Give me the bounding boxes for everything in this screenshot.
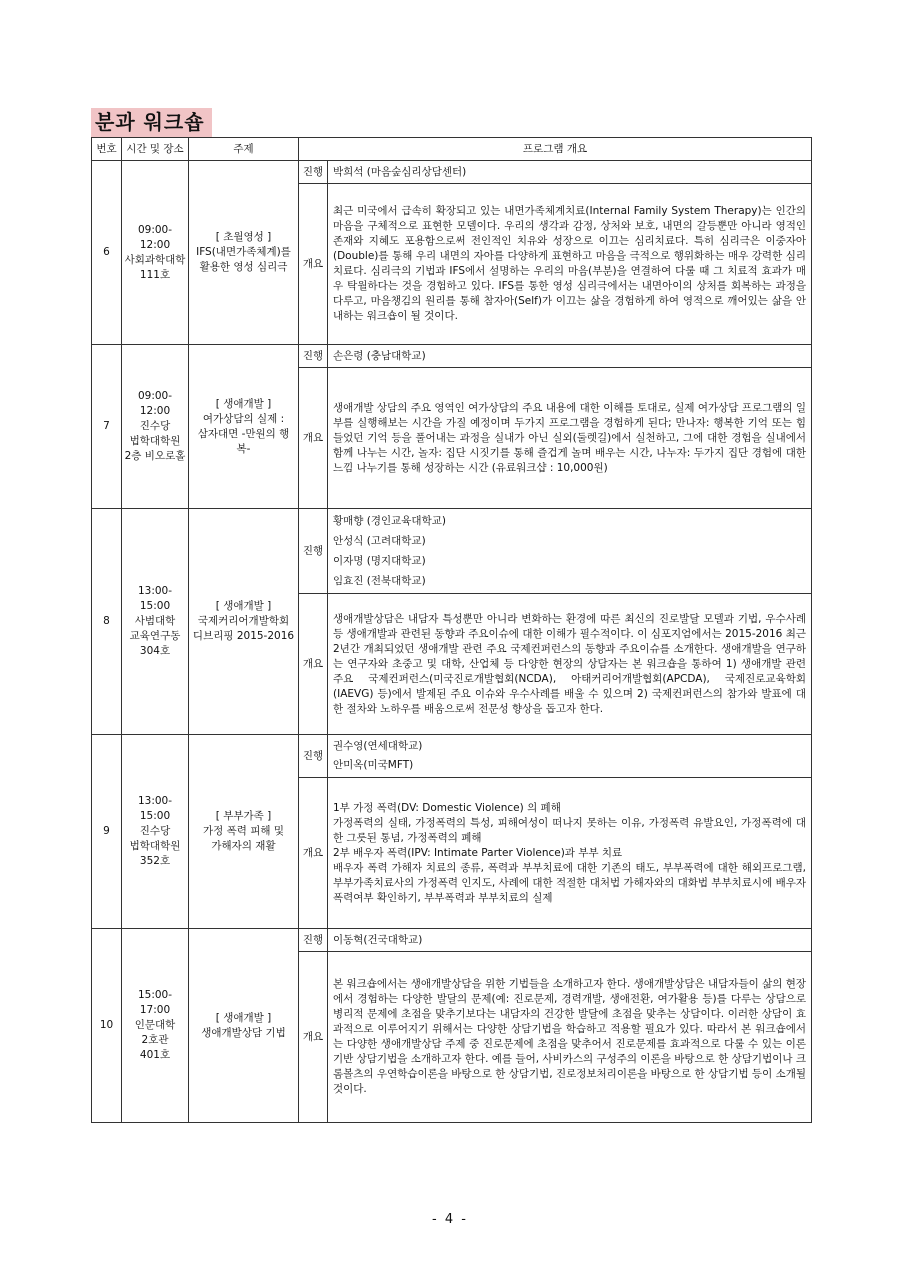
session-overview: 최근 미국에서 급속히 확장되고 있는 내면가족체계치료(Internal Family System Therapy)는 인간의 마음을 구체적으로 표현한 모델이다. 우리의 생각과 감정, 상처와 보호, 내면의 갈등뿐만 아니라 영적인 존재와 지혜도 포용함으로써 전인적인 치유와 성장으로 이끄는 심리치료다. 특히 심리극은 이중자아(Double)를 통해 우리 내면의 자아를 다양하게 표현하고 마음을 극적으로 행위화하는 매우 강력한 심리치료다. 심리극의 기법과 IFS에서 설명하는 우리의 마음(부분)을 연결하여 다룰 때 그 치료적 효과가 매우 탁월하다는 것을 경험하고 있다. IFS를 통한 영성 심리극에서는 내면아이의 상처를 회복하는 과정을 다루고, 마음챙김의 원리를 통해 참자아(Self)가 이끄는 삶을 경험하게 하여 영적으로 깨어있는 삶을 안내하는 워크숍이 될 것이다. [328, 184, 812, 345]
table-row [92, 345, 812, 368]
workshop-table [91, 137, 812, 1123]
header-topic: 주제 [189, 138, 299, 161]
overview-label: 개요 [299, 952, 328, 1123]
leader-label: 진행 [299, 509, 328, 594]
session-leaders: 손은령 (충남대학교) [328, 345, 812, 368]
session-number: 6 [92, 161, 122, 345]
session-topic: [ 부부가족 ] 가정 폭력 피해 및 가해자의 재활 [189, 735, 299, 929]
table-row [92, 509, 812, 594]
session-overview: 생애개발 상담의 주요 영역인 여가상담의 주요 내용에 대한 이해를 토대로, 실제 여가상담 프로그램의 일부를 실행해보는 시간을 가질 예정이며 두가지 프로그램을 경험하게 된다; 만나자: 행복한 기억 또는 힘들었던 기억 등을 풀어내는 과정을 실내가 아닌 실외(둘렛길)에서 실천하고, 그에 대한 경험을 실내에서 함께 나누는 시간, 놀자: 집단 시짓기를 통해 즐겁게 놀며 배우는 시간, 나누자: 두가지 집단 경험에 대한 느낌 나누기를 통해 성장하는 시간 (유료워크샵 : 10,000원) [328, 368, 812, 509]
session-leaders: 이동혁(건국대학교) [328, 929, 812, 952]
session-overview: 생애개발상담은 내담자 특성뿐만 아니라 변화하는 환경에 따른 최신의 진로발달 모델과 기법, 우수사례 등 생애개발과 관련된 동향과 주요이슈에 대한 이해가 필수적이다. 이 심포지엄에서는 2015-2016 최근 2년간 개최되었던 생애개발 관련 주요 국제컨퍼런스의 동향과 주요이슈를 소개한다. 생애개발을 연구하는 연구자와 초중고 및 대학, 산업체 등 다양한 현장의 상담자는 본 워크숍을 통하여 1) 생애개발 관련 주요 국제컨퍼런스(미국진로개발협회(NCDA), 아태커리어개발협회(APCDA), 국제진로교육학회(IAEVG) 등)에서 발제된 주요 이슈와 우수사례를 배울 수 있으며 2) 국제컨퍼런스의 참가와 발표에 대한 절차와 노하우를 배움으로써 전문성 향상을 돕고자 한다. [328, 594, 812, 735]
table-header-row [92, 138, 812, 161]
section-title: 분과 워크숍 [91, 108, 212, 137]
session-time-place: 09:00-12:00 진수당 법학대학원 2층 비오로홀 [122, 345, 189, 509]
session-time-place: 15:00-17:00 인문대학 2호관 401호 [122, 929, 189, 1123]
table-body [92, 161, 812, 1123]
header-num: 번호 [92, 138, 122, 161]
session-number: 8 [92, 509, 122, 735]
session-number: 9 [92, 735, 122, 929]
page-number: - 4 - [432, 1212, 468, 1227]
session-number: 7 [92, 345, 122, 509]
session-leaders: 황매향 (경인교육대학교) 안성식 (고려대학교) 이자명 (명지대학교) 임효진 (전북대학교) [328, 509, 812, 594]
leader-label: 진행 [299, 161, 328, 184]
header-time: 시간 및 장소 [122, 138, 189, 161]
session-leaders: 권수영(연세대학교) 안미옥(미국MFT) [328, 735, 812, 778]
session-time-place: 09:00-12:00 사회과학대학 111호 [122, 161, 189, 345]
leader-label: 진행 [299, 345, 328, 368]
session-time-place: 13:00-15:00 사범대학 교육연구동 304호 [122, 509, 189, 735]
session-leaders: 박희석 (마음숲심리상담센터) [328, 161, 812, 184]
overview-label: 개요 [299, 184, 328, 345]
header-program: 프로그램 개요 [299, 138, 812, 161]
session-time-place: 13:00-15:00 진수당 법학대학원 352호 [122, 735, 189, 929]
table-row [92, 929, 812, 952]
session-overview: 본 워크숍에서는 생애개발상담을 위한 기법들을 소개하고자 한다. 생애개발상담은 내담자들이 삶의 현장에서 경험하는 다양한 발달의 문제(예: 진로문제, 경력개발, 생애전환, 여가활용 등)를 다루는 상담으로 병리적 문제에 초점을 맞추기보다는 내담자의 건강한 발달에 초점을 맞추는 상담이다. 이러한 상담이 효과적으로 이루어지기 위해서는 다양한 상담기법을 학습하고 적용할 필요가 있다. 따라서 본 워크숍에서는 다양한 생애개발상담 주제 중 진로문제에 초점을 맞추어서 진로문제를 효과적으로 다룰 수 있는 이론기반 상담기법을 소개하고자 한다. 예를 들어, 사비카스의 구성주의 이론을 바탕으로 한 상담기법이나 크롬볼츠의 우연학습이론을 바탕으로 한 상담기법, 진로정보처리이론을 바탕으로 한 상담기법 등이 소개될 것이다. [328, 952, 812, 1123]
overview-label: 개요 [299, 594, 328, 735]
session-topic: [ 생애개발 ] 국제커리어개발학회 디브리핑 2015-2016 [189, 509, 299, 735]
overview-label: 개요 [299, 778, 328, 929]
table-row [92, 161, 812, 184]
session-topic: [ 생애개발 ] 생애개발상담 기법 [189, 929, 299, 1123]
session-number: 10 [92, 929, 122, 1123]
overview-label: 개요 [299, 368, 328, 509]
session-overview: 1부 가정 폭력(DV: Domestic Violence) 의 폐해 가정폭력의 실태, 가정폭력의 특성, 피해여성이 떠나지 못하는 이유, 가정폭력 유발요인, 가정폭력에 대한 그릇된 통념, 가정폭력의 폐해 2부 배우자 폭력(IPV: Intimate Parter Violence)과 부부 치료 배우자 폭력 가해자 치료의 종류, 폭력과 부부치료에 대한 기존의 태도, 부부폭력에 대한 해외프로그램, 부부가족치료사의 가정폭력 인지도, 사례에 대한 적절한 대처법 가해자와의 대화법 부부치료시에 배우자 폭력여부 확인하기, 부부폭력과 부부치료의 실제 [328, 778, 812, 929]
leader-label: 진행 [299, 735, 328, 778]
table-row [92, 735, 812, 778]
session-topic: [ 생애개발 ] 여가상담의 실제 : 삼자대면 -만원의 행복- [189, 345, 299, 509]
session-topic: [ 초월영성 ] IFS(내면가족체계)를 활용한 영성 심리극 [189, 161, 299, 345]
leader-label: 진행 [299, 929, 328, 952]
